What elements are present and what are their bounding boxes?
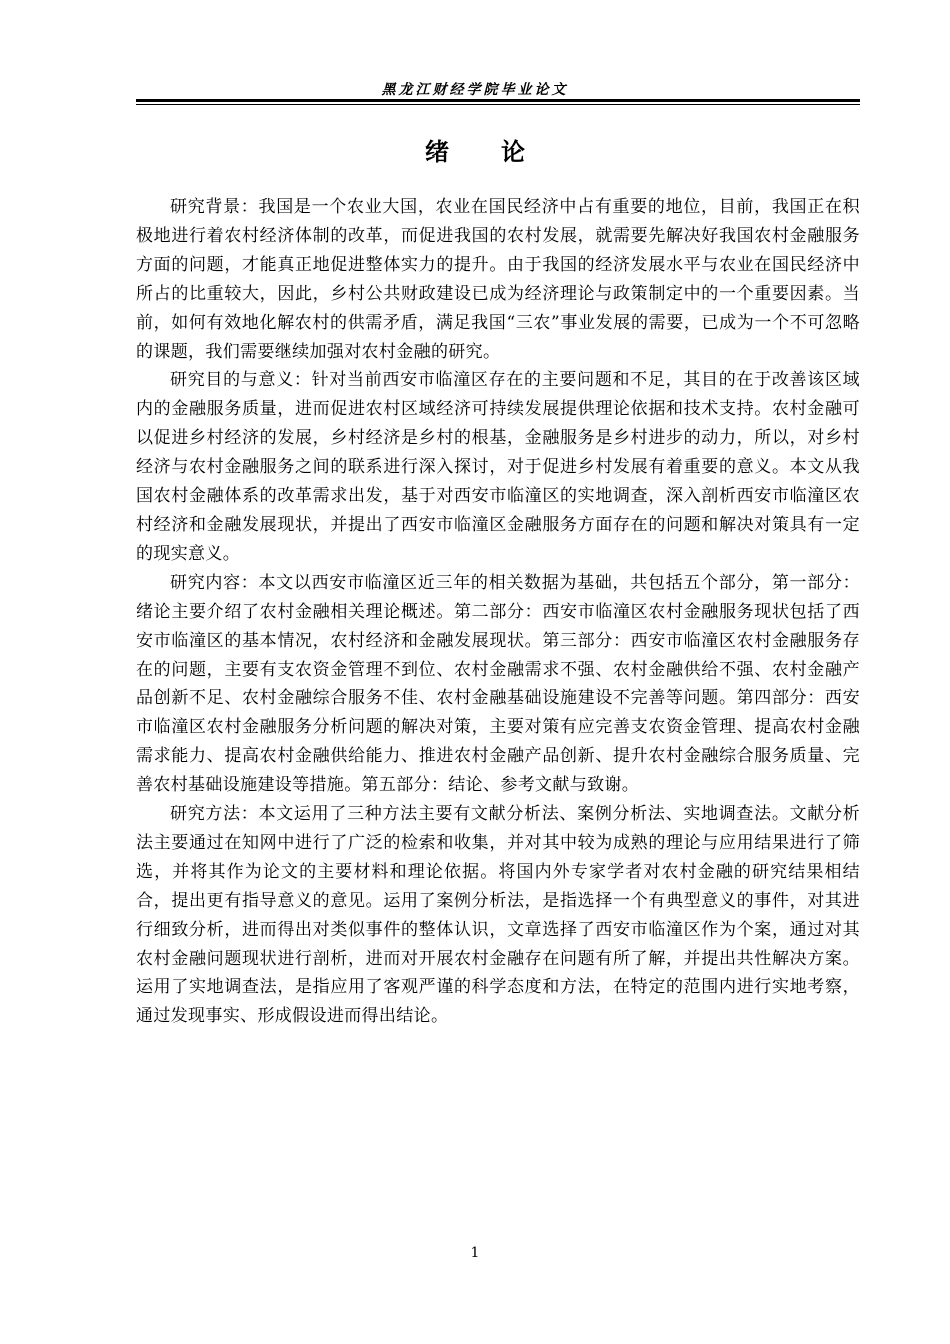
paragraph-method: 研究方法：本文运用了三种方法主要有文献分析法、案例分析法、实地调查法。文献分析法主要通过在知网中进行了广泛的检索和收集，并对其中较为成熟的理论与应用结果进行了筛选，并将其作为论文的主要材料和理论依据。将国内外专家学者对农村金融的研究结果相结合，提出更有指导意义的意见。运用了案例分析法，是指选择一个有典型意义的事件，对其进行细致分析，进而得出对类似事件的整体认识，文章选择了西安市临潼区作为个案，通过对其农村金融问题现状进行剖析，进而对开展农村金融存在问题有所了解，并提出共性解决方案。运用了实地调查法，是指应用了客观严谨的科学态度和方法，在特定的范围内进行实地考察，通过发现事实、形成假设进而得出结论。 — [136, 804, 860, 1027]
paragraph-content: 研究内容：本文以西安市临潼区近三年的相关数据为基础，共包括五个部分，第一部分：绪论主要介绍了农村金融相关理论概述。第二部分：西安市临潼区农村金融服务现状包括了西安市临潼区的基本情况，农村经济和金融发展现状。第三部分：西安市临潼区农村金融服务存在的问题，主要有支农资金管理不到位、农村金融需求不强、农村金融供给不强、农村金融产品创新不足、农村金融综合服务不佳、农村金融基础设施建设不完善等问题。第四部分：西安市临潼区农村金融服务分析问题的解决对策，主要对策有应完善支农资金管理、提高农村金融需求能力、提高农村金融供给能力、推进农村金融产品创新、提升农村金融综合服务质量、完善农村基础设施建设等措施。第五部分：结论、参考文献与致谢。 — [136, 572, 860, 796]
section-title-char-2: 论 — [501, 138, 525, 166]
paragraph-purpose: 研究目的与意义：针对当前西安市临潼区存在的主要问题和不足，其目的在于改善该区域内的金融服务质量，进而促进农村区域经济可持续发展提供理论依据和技术支持。农村金融可以促进乡村经济的发展，乡村经济是乡村的根基，金融服务是乡村进步的动力，所以，对乡村经济与农村金融服务之间的联系进行深入探讨，对于促进乡村发展有着重要的意义。本文从我国农村金融体系的改革需求出发，基于对西安市临潼区的实地调查，深入剖析西安市临潼区农村经济和金融发展现状，并提出了西安市临潼区金融服务方面存在的问题和解决对策具有一定的现实意义。 — [136, 370, 860, 564]
header-rule-thick — [136, 99, 860, 102]
section-title-char-1: 绪 — [425, 138, 449, 166]
header-rule-thin — [136, 104, 860, 105]
body-text — [136, 193, 860, 1031]
paragraph-background: 研究背景：我国是一个农业大国，农业在国民经济中占有重要的地位，目前，我国正在积极地进行着农村经济体制的改革，而促进我国的农村发展，就需要先解决好我国农村金融服务方面的问题，才能真正地促进整体实力的提升。由于我国的经济发展水平与农业在国民经济中所占的比重较大，因此，乡村公共财政建设已成为经济理论与政策制定中的一个重要因素。当前，如何有效地化解农村的供需矛盾，满足我国“三农”事业发展的需要，已成为一个不可忽略的课题，我们需要继续加强对农村金融的研究。 — [136, 197, 860, 362]
running-header: 黑龙江财经学院毕业论文 — [381, 82, 569, 98]
section-title — [0, 132, 950, 167]
page-number: 1 — [470, 1245, 480, 1261]
